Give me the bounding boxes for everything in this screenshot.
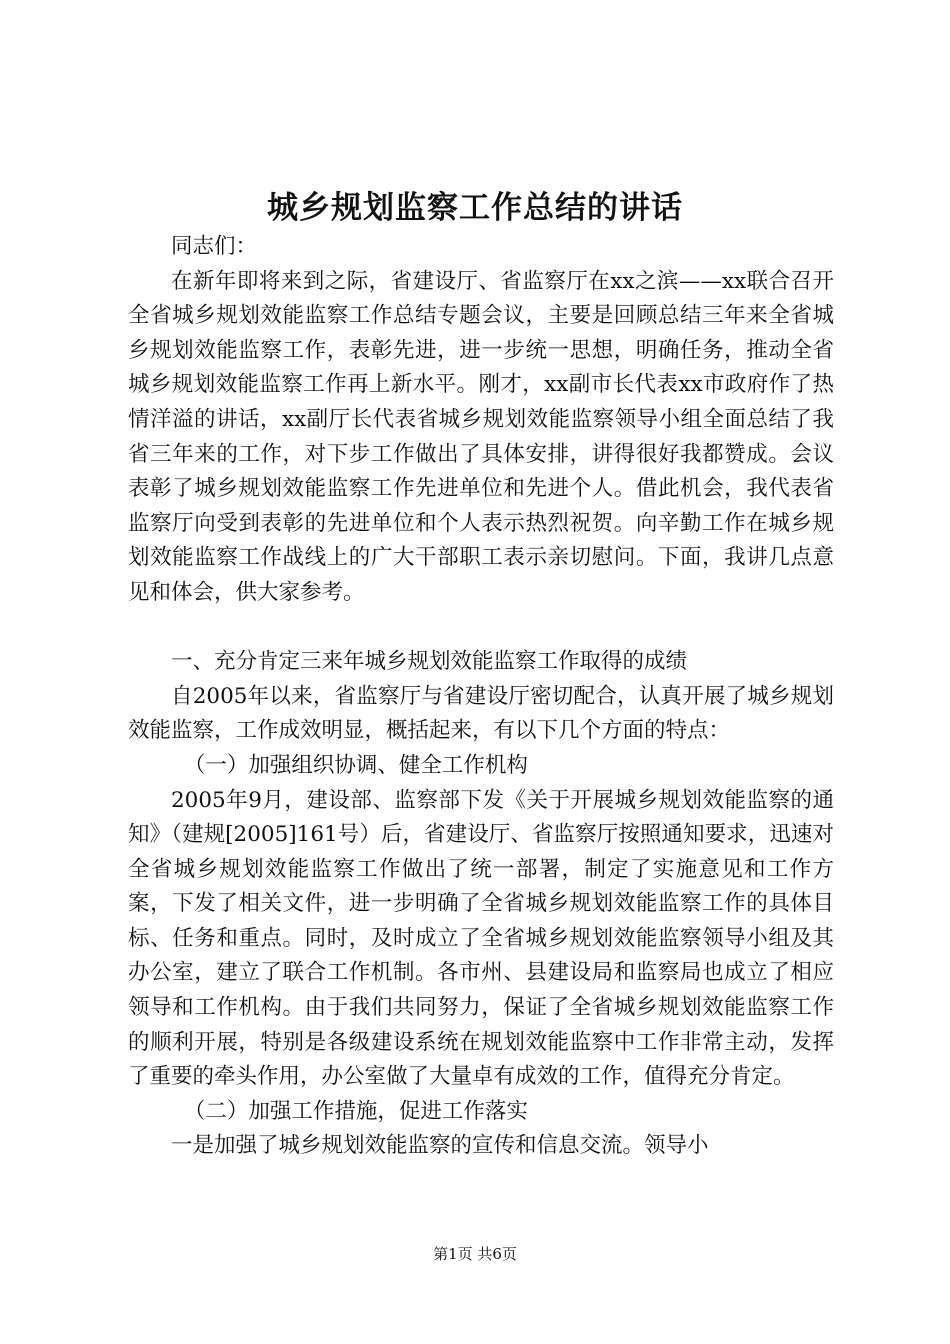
section-heading-1: 一、充分肯定三来年城乡规划效能监察工作取得的成绩: [171, 649, 688, 675]
subsection-heading-1: （一）加强组织协调、健全工作机构: [183, 752, 528, 778]
blank-line: [128, 611, 834, 646]
paragraph-intro: 在新年即将来到之际，省建设厅、省监察厅在xx之滨——xx联合召开全省城乡规划效能监察工作总结专题会议，主要是回顾总结三年来全省城乡规划效能监察工作，表彰先进，进一步统一思想，明确任务，推动全省城乡规划效能监察工作再上新水平。刚才，xx副市长代表xx市政府作了热情洋溢的讲话，xx副厅长代表省城乡规划效能监察领导小组全面总结了我省三年来的工作，对下步工作做出了具体安排，讲得很好我都赞成。会议表彰了城乡规划效能监察工作先进单位和先进个人。借此机会，我代表省监察厅向受到表彰的先进单位和个人表示热烈祝贺。向辛勤工作在城乡规划效能监察工作战线上的广大干部职工表示亲切慰问。下面，我讲几点意见和体会，供大家参考。: [128, 268, 834, 605]
document-body: [128, 230, 834, 1164]
page-footer: 第1页 共6页: [433, 1245, 517, 1263]
paragraph-subsection-2: 一是加强了城乡规划效能监察的宣传和信息交流。领导小: [171, 1133, 709, 1159]
document-title: 城乡规划监察工作总结的讲话: [267, 190, 683, 226]
subsection-heading-2: （二）加强工作措施，促进工作落实: [183, 1098, 528, 1124]
paragraph-subsection-1: 2005年9月，建设部、监察部下发《关于开展城乡规划效能监察的通知》（建规[2005]161号）后，省建设厅、省监察厅按照通知要求，迅速对全省城乡规划效能监察工作做出了统一部署，制定了实施意见和工作方案，下发了相关文件，进一步明确了全省城乡规划效能监察工作的具体目标、任务和重点。同时，及时成立了全省城乡规划效能监察领导小组及其办公室，建立了联合工作机制。各市州、县建设局和监察局也成立了相应领导和工作机构。由于我们共同努力，保证了全省城乡规划效能监察工作的顺利开展，特别是各级建设系统在规划效能监察中工作非常主动，发挥了重要的牵头作用，办公室做了大量卓有成效的工作，值得充分肯定。: [128, 787, 834, 1090]
paragraph-section-1: 自2005年以来，省监察厅与省建设厅密切配合，认真开展了城乡规划效能监察，工作成效明显，概括起来，有以下几个方面的特点：: [128, 683, 834, 744]
salutation: 同志们：: [171, 234, 258, 259]
